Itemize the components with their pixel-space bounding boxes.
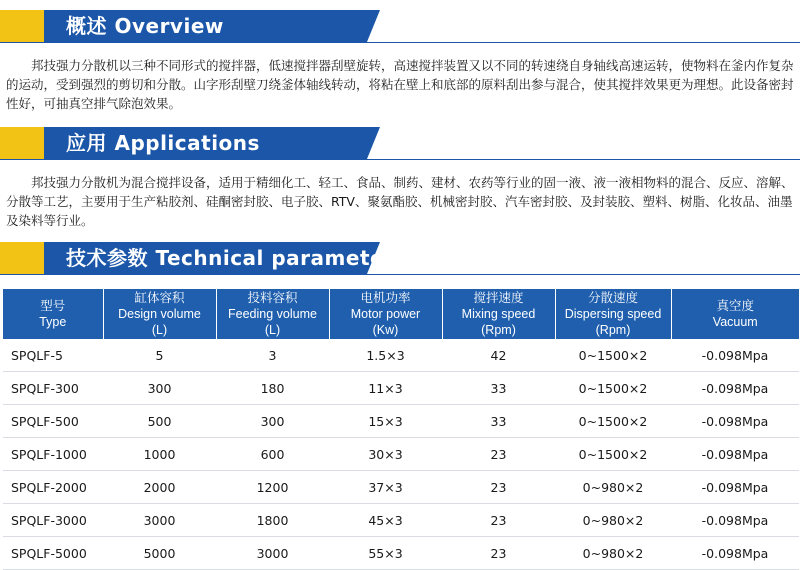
overview-title: 概述 Overview bbox=[66, 14, 224, 38]
cell-vacuum: -0.098Mpa bbox=[671, 504, 799, 537]
table-row bbox=[3, 372, 799, 405]
parameters-banner bbox=[0, 242, 407, 275]
header-mixing-speed: 搅拌速度 Mixing speed (Rpm) bbox=[442, 289, 555, 339]
cell-dispersing-speed: 0~980×2 bbox=[555, 471, 671, 504]
header-dispersing-speed: 分散速度 Dispersing speed (Rpm) bbox=[555, 289, 671, 339]
cell-type: SPQLF-3000 bbox=[3, 504, 103, 537]
cell-feeding-volume: 3 bbox=[216, 339, 329, 372]
cell-motor-power: 30×3 bbox=[329, 438, 442, 471]
overview-rule bbox=[0, 42, 800, 43]
header-feeding-volume: 投料容积 Feeding volume (L) bbox=[216, 289, 329, 339]
cell-mixing-speed: 23 bbox=[442, 471, 555, 504]
cell-design-volume: 2000 bbox=[103, 471, 216, 504]
banner-accent bbox=[0, 10, 44, 43]
cell-vacuum: -0.098Mpa bbox=[671, 339, 799, 372]
cell-mixing-speed: 23 bbox=[442, 504, 555, 537]
banner-accent bbox=[0, 242, 44, 275]
cell-dispersing-speed: 0~1500×2 bbox=[555, 405, 671, 438]
table-row bbox=[3, 438, 799, 471]
cell-design-volume: 500 bbox=[103, 405, 216, 438]
cell-dispersing-speed: 0~980×2 bbox=[555, 504, 671, 537]
table-header-row bbox=[3, 289, 799, 339]
applications-rule bbox=[0, 159, 800, 160]
cell-motor-power: 11×3 bbox=[329, 372, 442, 405]
cell-mixing-speed: 23 bbox=[442, 537, 555, 570]
cell-motor-power: 15×3 bbox=[329, 405, 442, 438]
overview-banner bbox=[0, 10, 380, 43]
cell-feeding-volume: 600 bbox=[216, 438, 329, 471]
cell-dispersing-speed: 0~980×2 bbox=[555, 537, 671, 570]
cell-design-volume: 1000 bbox=[103, 438, 216, 471]
table-row bbox=[3, 405, 799, 438]
overview-text: 邦技强力分散机以三种不同形式的搅拌器，低速搅拌器刮壁旋转，高速搅拌装置又以不同的转速绕自身轴线高速运转，使物料在釜内作复杂的运动，受到强烈的剪切和分散。山字形刮壁刀绕釜体轴线转动，将粘在壁上和底部的原料刮出参与混合，使其搅拌效果更为理想。此设备密封性好，可抽真空排气除泡效果。 bbox=[6, 58, 794, 111]
cell-feeding-volume: 1800 bbox=[216, 504, 329, 537]
table-row bbox=[3, 471, 799, 504]
cell-vacuum: -0.098Mpa bbox=[671, 537, 799, 570]
cell-type: SPQLF-1000 bbox=[3, 438, 103, 471]
cell-type: SPQLF-500 bbox=[3, 405, 103, 438]
cell-design-volume: 5000 bbox=[103, 537, 216, 570]
cell-type: SPQLF-5 bbox=[3, 339, 103, 372]
cell-mixing-speed: 33 bbox=[442, 405, 555, 438]
cell-vacuum: -0.098Mpa bbox=[671, 471, 799, 504]
applications-banner bbox=[0, 127, 380, 160]
cell-vacuum: -0.098Mpa bbox=[671, 438, 799, 471]
cell-dispersing-speed: 0~1500×2 bbox=[555, 438, 671, 471]
table-row bbox=[3, 537, 799, 570]
parameters-rule bbox=[0, 274, 800, 275]
header-design-volume: 缸体容积 Design volume (L) bbox=[103, 289, 216, 339]
cell-design-volume: 3000 bbox=[103, 504, 216, 537]
cell-dispersing-speed: 0~1500×2 bbox=[555, 372, 671, 405]
header-motor-power: 电机功率 Motor power (Kw) bbox=[329, 289, 442, 339]
parameters-title: 技术参数 Technical parameters bbox=[66, 246, 407, 270]
cell-mixing-speed: 42 bbox=[442, 339, 555, 372]
cell-motor-power: 55×3 bbox=[329, 537, 442, 570]
cell-feeding-volume: 1200 bbox=[216, 471, 329, 504]
applications-title: 应用 Applications bbox=[66, 131, 260, 155]
cell-design-volume: 5 bbox=[103, 339, 216, 372]
cell-type: SPQLF-5000 bbox=[3, 537, 103, 570]
cell-vacuum: -0.098Mpa bbox=[671, 405, 799, 438]
header-vacuum: 真空度 Vacuum bbox=[671, 289, 799, 339]
header-type: 型号 Type bbox=[3, 289, 103, 339]
cell-dispersing-speed: 0~1500×2 bbox=[555, 339, 671, 372]
cell-feeding-volume: 300 bbox=[216, 405, 329, 438]
cell-feeding-volume: 3000 bbox=[216, 537, 329, 570]
cell-motor-power: 1.5×3 bbox=[329, 339, 442, 372]
cell-type: SPQLF-300 bbox=[3, 372, 103, 405]
cell-design-volume: 300 bbox=[103, 372, 216, 405]
table-row bbox=[3, 504, 799, 537]
parameters-table bbox=[3, 289, 799, 570]
cell-type: SPQLF-2000 bbox=[3, 471, 103, 504]
cell-motor-power: 45×3 bbox=[329, 504, 442, 537]
cell-feeding-volume: 180 bbox=[216, 372, 329, 405]
banner-accent bbox=[0, 127, 44, 160]
table-row bbox=[3, 339, 799, 372]
cell-vacuum: -0.098Mpa bbox=[671, 372, 799, 405]
cell-motor-power: 37×3 bbox=[329, 471, 442, 504]
applications-text: 邦技强力分散机为混合搅拌设备，适用于精细化工、轻工、食品、制药、建材、农药等行业的固一液、液一液相物料的混合、反应、溶解、分散等工艺，主要用于生产粘胶剂、硅酮密封胶、电子胶、RTV、聚氨酯胶、机械密封胶、汽车密封胶、及封装胶、塑料、树脂、化妆品、油墨及染料等行业。 bbox=[6, 175, 794, 228]
cell-mixing-speed: 33 bbox=[442, 372, 555, 405]
cell-mixing-speed: 23 bbox=[442, 438, 555, 471]
